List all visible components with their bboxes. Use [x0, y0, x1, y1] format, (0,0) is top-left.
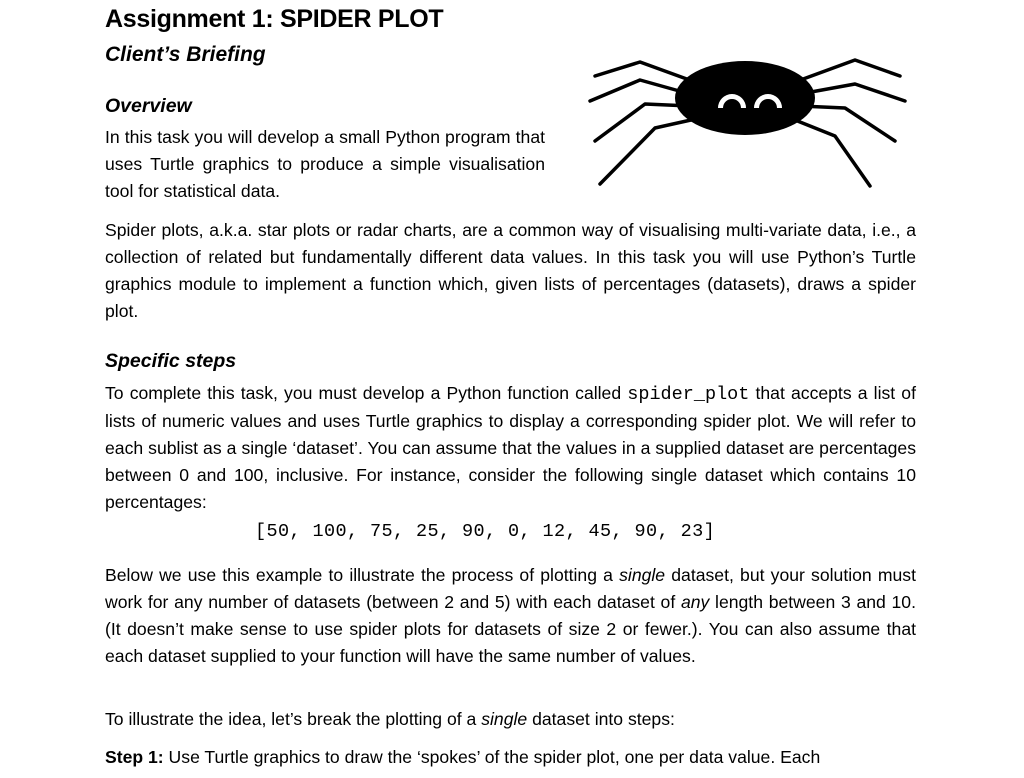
spider-leg-right-3: [800, 106, 895, 141]
p2-text-c: length between 3 and 10. (It doesn’t make sense to use spider plots for datasets of size 2 or fewer.). You can also assume that each dataset supplied to your function will have the same number of values.: [105, 592, 916, 666]
overview-heading: Overview: [105, 95, 192, 117]
step-1-paragraph: [105, 744, 916, 771]
specific-steps-paragraph-3: [105, 706, 916, 733]
clients-briefing-subtitle: Client’s Briefing: [105, 43, 266, 66]
p2-text-b: dataset, but your solution must work for any number of datasets (between 2 and 5) with each dataset of: [105, 565, 916, 612]
overview-paragraph-2: Spider plots, a.k.a. star plots or radar charts, are a common way of visualising multi-variate data, i.e., a collection of related but fundamentally different data values. In this task you will use Python’s Turtle graphics module to implement a function which, given lists of percentages (datasets), draws a spider plot.: [105, 220, 916, 321]
spider-leg-right-2: [800, 84, 905, 101]
spider-leg-right-4: [790, 118, 870, 186]
p1-text-b: that accepts a list of lists of numeric values and uses Turtle graphics to display a corresponding spider plot. We will refer to each sublist as a single ‘dataset’. You can assume that the values in a supplied dataset are percentages between 0 and 100, inclusive. For instance, consider the following single dataset which contains 10 percentages:: [105, 383, 916, 512]
spider-leg-left-1: [595, 62, 695, 82]
overview-paragraph-1: In this task you will develop a small Python program that uses Turtle graphics to produce a simple visualisation tool for statistical data.: [105, 127, 545, 201]
step-1-text: Use Turtle graphics to draw the ‘spokes’ of the spider plot, one per data value. Each: [163, 747, 821, 767]
spider-leg-left-2: [590, 80, 690, 101]
p1-text-a: To complete this task, you must develop a Python function called: [105, 383, 628, 403]
step-1-label: Step 1:: [105, 747, 164, 767]
specific-steps-paragraph-1: [105, 380, 916, 516]
p2-emphasis-single: single: [619, 565, 666, 585]
spider-body: [675, 61, 815, 135]
function-name-code: spider_plot: [627, 384, 750, 405]
specific-steps-heading: Specific steps: [105, 350, 237, 372]
p2-emphasis-any: any: [680, 592, 710, 612]
p2-text-a: Below we use this example to illustrate the process of plotting a: [105, 565, 620, 585]
p3-text-a: To illustrate the idea, let’s break the plotting of a: [105, 709, 482, 729]
p3-emphasis-single: single: [481, 709, 528, 729]
spider-leg-right-1: [795, 60, 900, 82]
spider-icon: [575, 46, 920, 196]
assignment-title: Assignment 1: SPIDER PLOT: [105, 5, 444, 33]
example-dataset-code: [50, 100, 75, 25, 90, 0, 12, 45, 90, 23]: [255, 521, 716, 542]
specific-steps-paragraph-2: [105, 562, 916, 670]
p3-text-b: dataset into steps:: [527, 709, 675, 729]
